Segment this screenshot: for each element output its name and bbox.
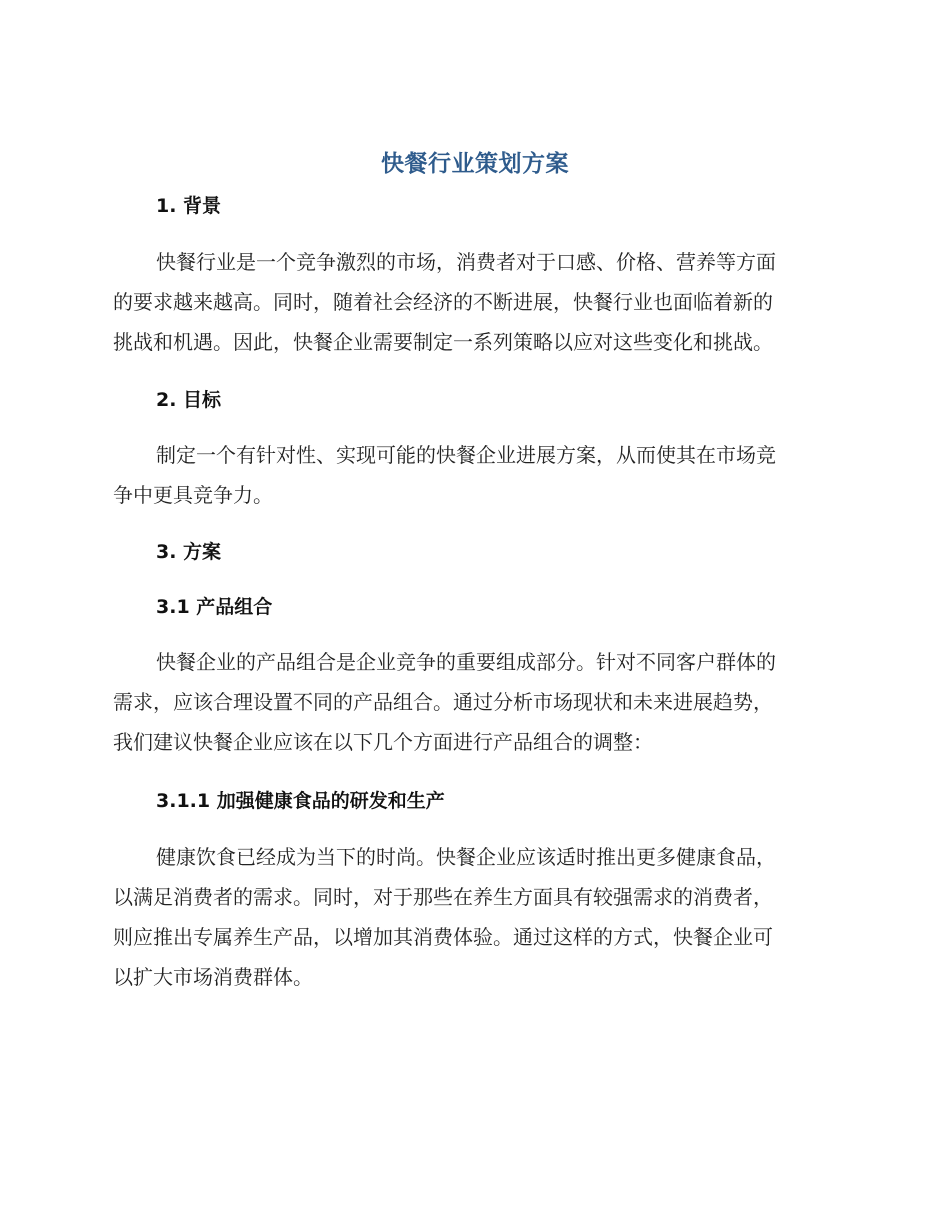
- paragraph-product-mix: [113, 642, 829, 762]
- paragraph-line: 的要求越来越高。同时，随着社会经济的不断进展，快餐行业也面临着新的: [113, 290, 773, 314]
- section-heading-background: 1. 背景: [156, 195, 222, 217]
- paragraph-line: 需求，应该合理设置不同的产品组合。通过分析市场现状和未来进展趋势，: [113, 690, 773, 714]
- section-heading-product-mix: 3.1 产品组合: [156, 596, 273, 618]
- paragraph-line: 快餐行业是一个竞争激烈的市场，消费者对于口感、价格、营养等方面: [156, 250, 776, 274]
- paragraph-line: 以扩大市场消费群体。: [113, 965, 313, 989]
- paragraph-line: 以满足消费者的需求。同时，对于那些在养生方面具有较强需求的消费者，: [113, 885, 773, 909]
- paragraph-line: 挑战和机遇。因此，快餐企业需要制定一系列策略以应对这些变化和挑战。: [113, 330, 773, 354]
- paragraph-line: 制定一个有针对性、实现可能的快餐企业进展方案，从而使其在市场竞: [156, 443, 776, 467]
- paragraph-line: 快餐企业的产品组合是企业竞争的重要组成部分。针对不同客户群体的: [156, 650, 776, 674]
- paragraph-line: 健康饮食已经成为当下的时尚。快餐企业应该适时推出更多健康食品，: [156, 845, 776, 869]
- section-heading-plan: 3. 方案: [156, 541, 222, 563]
- paragraph-healthy-food: [113, 837, 829, 997]
- paragraph-goal: [113, 435, 829, 515]
- section-heading-healthy-food: 3.1.1 加强健康食品的研发和生产: [156, 790, 445, 812]
- paragraph-background: [113, 242, 829, 362]
- paragraph-line: 则应推出专属养生产品，以增加其消费体验。通过这样的方式，快餐企业可: [113, 925, 773, 949]
- paragraph-line: 我们建议快餐企业应该在以下几个方面进行产品组合的调整：: [113, 730, 653, 754]
- section-heading-goal: 2. 目标: [156, 389, 222, 411]
- document-title: 快餐行业策划方案: [381, 151, 569, 177]
- paragraph-line: 争中更具竞争力。: [113, 483, 273, 507]
